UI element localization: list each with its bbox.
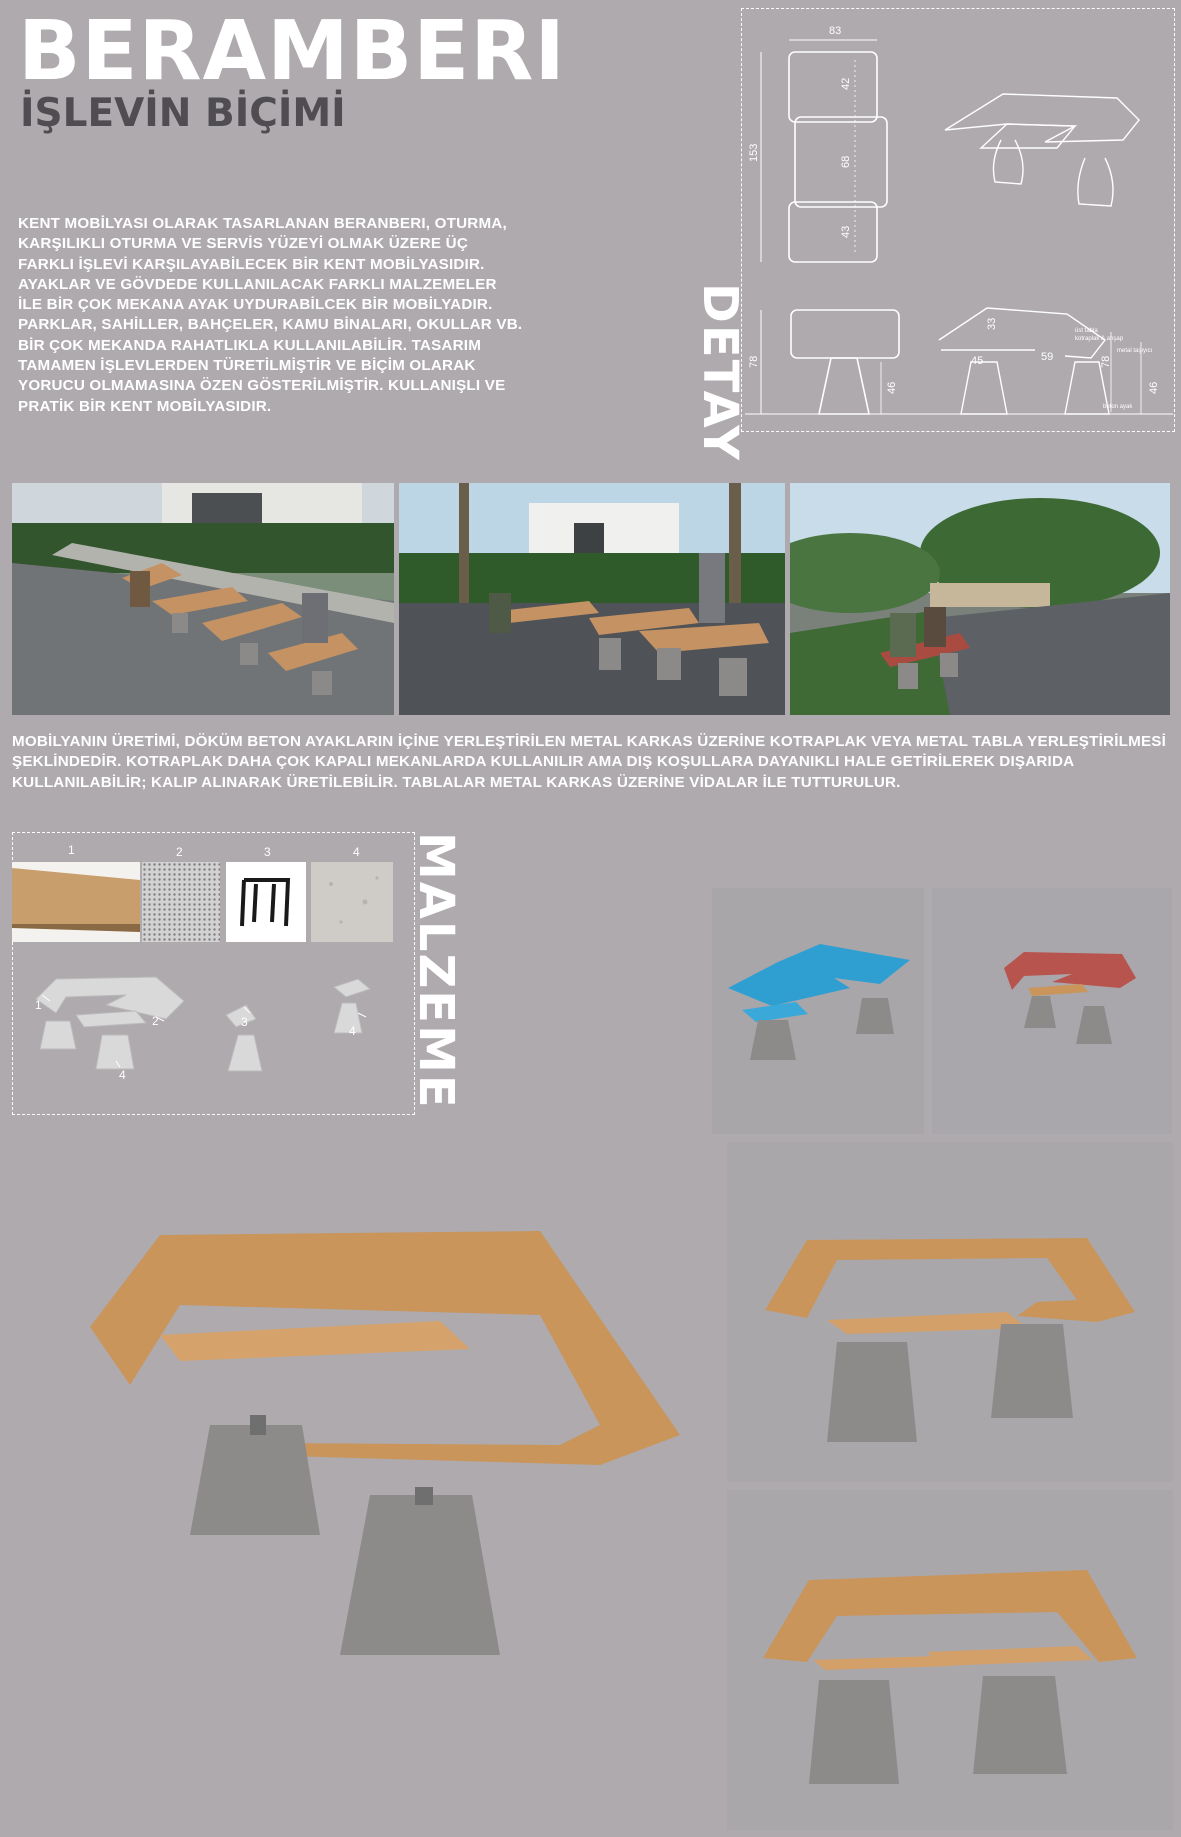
render-photo-2 (399, 483, 785, 715)
note-frame: metal taşıyıcı (1117, 348, 1153, 354)
callout-3: 3 (241, 1015, 248, 1029)
note-base: beton ayak (1103, 404, 1133, 410)
swatch-metal-frame (226, 862, 306, 942)
callout-1: 1 (35, 998, 42, 1012)
swatch-perforated (142, 862, 220, 942)
dim-right-leg: 46 (1148, 381, 1160, 394)
dim-width-top: 83 (829, 25, 842, 37)
swatch-number-4: 4 (353, 845, 360, 859)
page-title: BERAMBERI (18, 4, 566, 99)
render-photo-3 (790, 483, 1170, 715)
callout-4a: 4 (119, 1068, 126, 1082)
note-top: üst tabla (1075, 328, 1098, 334)
dim-right-w2: 59 (1041, 351, 1054, 363)
variant-wood-right-top (727, 1142, 1173, 1482)
dim-seg2: 68 (840, 155, 852, 168)
swatch-number-3: 3 (264, 845, 271, 859)
render-photo-1 (12, 483, 394, 715)
variant-red-render (932, 888, 1172, 1134)
dim-side-leg: 46 (886, 381, 898, 394)
swatch-number-1: 1 (68, 843, 75, 857)
variant-wood-right-bottom (727, 1490, 1173, 1830)
swatch-plywood (12, 862, 140, 942)
dim-right-h1: 33 (986, 317, 998, 330)
swatch-concrete (311, 862, 393, 942)
dim-seg3: 43 (840, 225, 852, 238)
production-text: MOBİLYANIN ÜRETİMİ, DÖKÜM BETON AYAKLARIN İÇİNE YERLEŞTİRİLEN METAL KARKAS ÜZERİNE KOTRAPLAK VEYA METAL TABLA YERLEŞTİRİLMESİ ŞEKLİNDEDİR. KOTRAPLAK DAHA ÇOK KAPALI MEKANLARDA KULLANILIR AMA DIŞ KOŞULLARA DAYANIKLI HALE GETİRİLEREK DIŞARIDA KULLANILABİLİR; KALIP ALINARAK ÜRETİLEBİLİR. TABLALAR METAL KARKAS ÜZERİNE VİDALAR İLE TUTTURULUR. (12, 733, 1167, 791)
detail-drawing (745, 12, 1173, 430)
dim-height-total: 153 (748, 143, 760, 162)
detail-label: DETAY (692, 283, 748, 462)
description-text: KENT MOBİLYASI OLARAK TASARLANAN BERANBERI, OTURMA, KARŞILIKLI OTURMA VE SERVİS YÜZEYİ OLMAK ÜZERE ÜÇ FARKLI İŞLEVİ KARŞILAYABİLECEK BİR KENT MOBİLYASIDIR. AYAKLAR VE GÖVDEDE KULLANILACAK FARKLI MALZEMELER İLE BİR ÇOK MEKANA AYAK UYDURABİLCEK BİR MOBİLYADIR. PARKLAR, SAHİLLER, BAHÇELER, KAMU BİNALARI, OKULLAR VB. BİR ÇOK MEKANDA RAHATLIKLA KULLANILABİLİR. TASARIM TAMAMEN İŞLEVLERDEN TÜRETİLMİŞTİR VE BİÇİM OLARAK YORUCU OLMAMASINA ÖZEN GÖSTERİLMİŞTİR. KULLANIŞLI VE PRATİK BİR KENT MOBİLYASIDIR. (18, 215, 523, 415)
dim-side-h: 78 (748, 355, 760, 368)
main-wood-render (40, 1195, 680, 1695)
swatch-number-2: 2 (176, 845, 183, 859)
dim-right-w1: 45 (971, 355, 984, 367)
variant-blue-render (712, 888, 924, 1134)
dim-seg1: 42 (840, 77, 852, 90)
material-exploded-view (16, 965, 396, 1105)
callout-2: 2 (152, 1014, 159, 1028)
callout-4b: 4 (349, 1024, 356, 1038)
page-subtitle: İŞLEVİN BİÇİMİ (20, 91, 346, 136)
dim-right-h2: 78 (1100, 355, 1112, 368)
note-material: kotraplak & ahşap (1075, 336, 1124, 342)
material-label: MALZEME (408, 832, 464, 1110)
